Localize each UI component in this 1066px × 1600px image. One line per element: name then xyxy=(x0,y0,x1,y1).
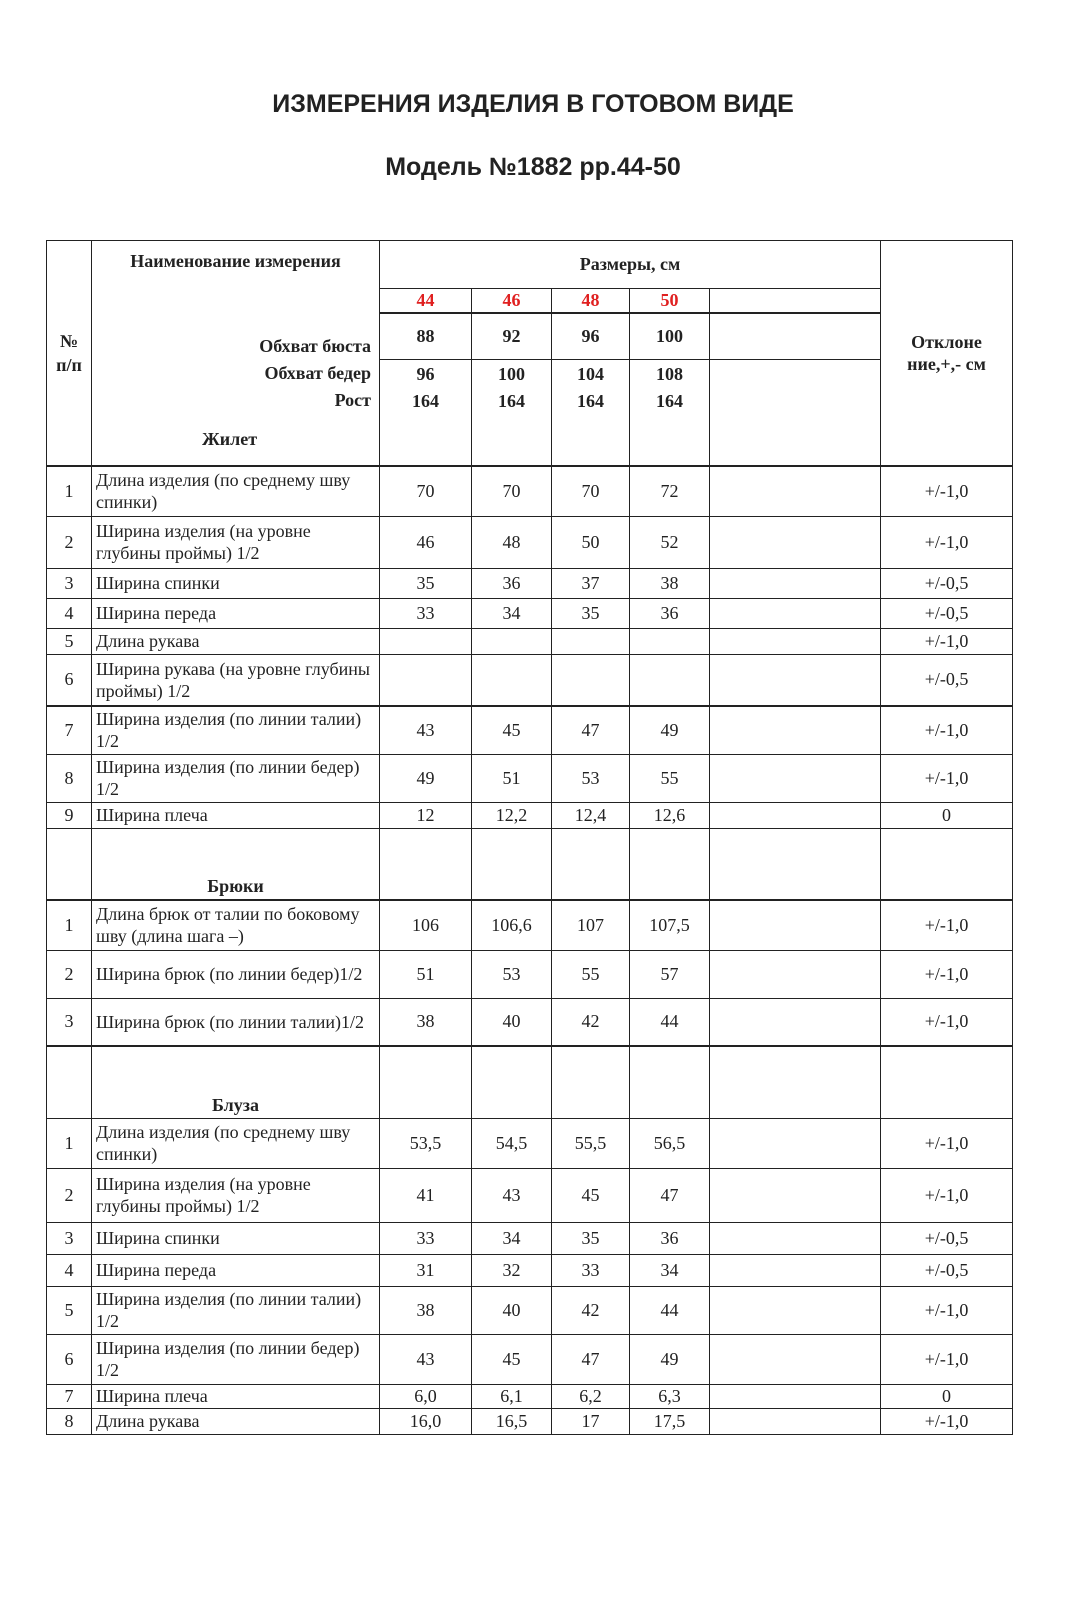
row-empty xyxy=(710,466,881,516)
row-value: 47 xyxy=(552,706,630,754)
table-row xyxy=(47,1168,1013,1222)
row-value: 106,6 xyxy=(472,900,552,950)
row-name: Ширина плеча xyxy=(92,1384,380,1408)
spacer xyxy=(552,828,630,900)
bust-empty xyxy=(710,313,881,360)
table-row xyxy=(47,1222,1013,1254)
row-value: 52 xyxy=(630,516,710,568)
row-num: 4 xyxy=(47,598,92,628)
table-row xyxy=(47,802,1013,828)
spacer xyxy=(552,415,630,466)
size-50: 50 xyxy=(630,289,710,313)
row-value: 35 xyxy=(552,598,630,628)
row-deviation: +/-1,0 xyxy=(881,516,1013,568)
row-value: 53,5 xyxy=(380,1118,472,1168)
bust-value: 100 xyxy=(630,313,710,360)
num-header: № п/п xyxy=(47,241,92,467)
table-row xyxy=(47,1118,1013,1168)
row-value: 55 xyxy=(630,754,710,802)
row-deviation: +/-1,0 xyxy=(881,754,1013,802)
row-value: 36 xyxy=(472,568,552,598)
table-body xyxy=(47,241,1013,1435)
name-header: Наименование измерения xyxy=(130,251,341,271)
table-row xyxy=(47,950,1013,998)
section-title-vest: Жилет xyxy=(202,429,258,449)
spacer xyxy=(380,415,472,466)
row-value: 43 xyxy=(380,706,472,754)
row-value: 32 xyxy=(472,1254,552,1286)
row-value: 51 xyxy=(380,950,472,998)
row-value: 70 xyxy=(472,466,552,516)
row-empty xyxy=(710,1384,881,1408)
table-row xyxy=(47,466,1013,516)
row-value: 106 xyxy=(380,900,472,950)
spacer xyxy=(710,1046,881,1118)
row-value: 6,3 xyxy=(630,1384,710,1408)
row-num: 4 xyxy=(47,1254,92,1286)
row-value: 43 xyxy=(380,1334,472,1384)
row-value: 12,2 xyxy=(472,802,552,828)
row-empty xyxy=(710,628,881,654)
row-name: Длина изделия (по среднему шву спинки) xyxy=(92,466,380,516)
spacer xyxy=(380,828,472,900)
row-value: 42 xyxy=(552,1286,630,1334)
row-value: 44 xyxy=(630,1286,710,1334)
row-name: Ширина рукава (на уровне глубины проймы) 1/2 xyxy=(92,654,380,706)
row-value: 34 xyxy=(472,598,552,628)
row-name: Ширина переда xyxy=(92,598,380,628)
size-empty xyxy=(710,289,881,313)
row-num: 6 xyxy=(47,1334,92,1384)
row-name: Ширина изделия (по линии талии) 1/2 xyxy=(92,1286,380,1334)
row-num: 9 xyxy=(47,802,92,828)
table-row xyxy=(47,900,1013,950)
row-deviation: +/-1,0 xyxy=(881,1408,1013,1434)
row-empty xyxy=(710,1254,881,1286)
table-row xyxy=(47,1334,1013,1384)
row-value: 70 xyxy=(380,466,472,516)
spacer xyxy=(47,828,92,900)
row-num: 3 xyxy=(47,568,92,598)
measurements-table xyxy=(46,240,1013,1435)
row-num: 1 xyxy=(47,1118,92,1168)
row-value: 56,5 xyxy=(630,1118,710,1168)
row-name: Ширина изделия (на уровне глубины проймы) 1/2 xyxy=(92,1168,380,1222)
row-value: 38 xyxy=(380,1286,472,1334)
row-value: 16,0 xyxy=(380,1408,472,1434)
row-value: 55,5 xyxy=(552,1118,630,1168)
row-name: Ширина плеча xyxy=(92,802,380,828)
row-num: 8 xyxy=(47,1408,92,1434)
row-value: 16,5 xyxy=(472,1408,552,1434)
row-deviation: +/-1,0 xyxy=(881,900,1013,950)
row-value: 53 xyxy=(552,754,630,802)
row-value: 36 xyxy=(630,598,710,628)
row-name: Ширина изделия (по линии бедер) 1/2 xyxy=(92,754,380,802)
row-name: Ширина спинки xyxy=(92,568,380,598)
row-empty xyxy=(710,706,881,754)
row-value: 48 xyxy=(472,516,552,568)
row-value xyxy=(552,654,630,706)
row-deviation: 0 xyxy=(881,1384,1013,1408)
row-num: 8 xyxy=(47,754,92,802)
row-value: 40 xyxy=(472,998,552,1046)
row-deviation: +/-0,5 xyxy=(881,1222,1013,1254)
row-value: 49 xyxy=(630,1334,710,1384)
row-empty xyxy=(710,754,881,802)
size-48: 48 xyxy=(552,289,630,313)
hips-label: Обхват бедер xyxy=(264,363,371,383)
spacer xyxy=(472,1046,552,1118)
spacer xyxy=(630,1046,710,1118)
section-header-pants xyxy=(47,828,1013,900)
row-value: 12,6 xyxy=(630,802,710,828)
height-value: 164 xyxy=(630,388,710,415)
row-deviation: +/-1,0 xyxy=(881,1286,1013,1334)
row-value: 37 xyxy=(552,568,630,598)
row-value: 36 xyxy=(630,1222,710,1254)
spacer xyxy=(552,1046,630,1118)
section-header-blouse xyxy=(47,1046,1013,1118)
row-value: 47 xyxy=(630,1168,710,1222)
row-num: 6 xyxy=(47,654,92,706)
section-title: Брюки xyxy=(92,828,380,900)
row-empty xyxy=(710,598,881,628)
table-row xyxy=(47,1384,1013,1408)
row-value: 45 xyxy=(472,706,552,754)
row-deviation: +/-1,0 xyxy=(881,1168,1013,1222)
row-value: 70 xyxy=(552,466,630,516)
row-empty xyxy=(710,1286,881,1334)
bust-value: 96 xyxy=(552,313,630,360)
spacer xyxy=(472,415,552,466)
row-name: Длина изделия (по среднему шву спинки) xyxy=(92,1118,380,1168)
row-deviation: +/-1,0 xyxy=(881,1334,1013,1384)
spacer xyxy=(472,828,552,900)
row-name: Ширина изделия (на уровне глубины проймы) 1/2 xyxy=(92,516,380,568)
row-deviation: +/-1,0 xyxy=(881,950,1013,998)
hips-value: 108 xyxy=(630,360,710,389)
row-name: Длина брюк от талии по боковому шву (длина шага –) xyxy=(92,900,380,950)
row-value: 12 xyxy=(380,802,472,828)
table-row xyxy=(47,998,1013,1046)
row-value: 34 xyxy=(630,1254,710,1286)
row-num: 7 xyxy=(47,706,92,754)
row-empty xyxy=(710,998,881,1046)
row-num: 1 xyxy=(47,900,92,950)
row-deviation: +/-0,5 xyxy=(881,568,1013,598)
row-value: 35 xyxy=(552,1222,630,1254)
row-name: Ширина изделия (по линии бедер) 1/2 xyxy=(92,1334,380,1384)
row-name: Ширина брюк (по линии бедер)1/2 xyxy=(92,950,380,998)
row-value xyxy=(380,628,472,654)
row-value: 54,5 xyxy=(472,1118,552,1168)
hips-value: 104 xyxy=(552,360,630,389)
row-value: 47 xyxy=(552,1334,630,1384)
row-value: 17,5 xyxy=(630,1408,710,1434)
size-46: 46 xyxy=(472,289,552,313)
row-num: 2 xyxy=(47,1168,92,1222)
row-deviation: +/-0,5 xyxy=(881,598,1013,628)
row-value xyxy=(472,628,552,654)
row-deviation: +/-1,0 xyxy=(881,1118,1013,1168)
row-empty xyxy=(710,1408,881,1434)
row-value xyxy=(552,628,630,654)
header-row xyxy=(47,241,1013,289)
spacer xyxy=(710,828,881,900)
row-value: 43 xyxy=(472,1168,552,1222)
row-value: 6,0 xyxy=(380,1384,472,1408)
row-value: 33 xyxy=(380,1222,472,1254)
row-num: 3 xyxy=(47,1222,92,1254)
row-value: 51 xyxy=(472,754,552,802)
row-num: 5 xyxy=(47,628,92,654)
row-value: 6,1 xyxy=(472,1384,552,1408)
model-subtitle: Модель №1882 рр.44-50 xyxy=(385,153,681,181)
row-value: 55 xyxy=(552,950,630,998)
row-name: Длина рукава xyxy=(92,1408,380,1434)
page-title: ИЗМЕРЕНИЯ ИЗДЕЛИЯ В ГОТОВОМ ВИДЕ xyxy=(272,90,794,118)
row-value: 40 xyxy=(472,1286,552,1334)
hips-empty xyxy=(710,360,881,467)
section-title: Блуза xyxy=(92,1046,380,1118)
row-deviation: +/-1,0 xyxy=(881,466,1013,516)
row-value xyxy=(472,654,552,706)
row-value: 49 xyxy=(380,754,472,802)
row-empty xyxy=(710,568,881,598)
row-name: Ширина переда xyxy=(92,1254,380,1286)
row-name: Ширина брюк (по линии талии)1/2 xyxy=(92,998,380,1046)
deviation-header: Отклоне ние,+,- см xyxy=(881,241,1013,467)
row-deviation: +/-1,0 xyxy=(881,706,1013,754)
row-empty xyxy=(710,1168,881,1222)
spacer xyxy=(630,415,710,466)
height-value: 164 xyxy=(380,388,472,415)
row-name: Ширина изделия (по линии талии) 1/2 xyxy=(92,706,380,754)
row-empty xyxy=(710,900,881,950)
row-value: 38 xyxy=(380,998,472,1046)
row-value: 72 xyxy=(630,466,710,516)
row-value: 17 xyxy=(552,1408,630,1434)
row-deviation: +/-0,5 xyxy=(881,1254,1013,1286)
row-empty xyxy=(710,654,881,706)
table-row xyxy=(47,1254,1013,1286)
row-empty xyxy=(710,1334,881,1384)
row-num: 2 xyxy=(47,516,92,568)
row-value: 46 xyxy=(380,516,472,568)
height-label: Рост xyxy=(334,390,371,410)
bust-value: 92 xyxy=(472,313,552,360)
table-row xyxy=(47,516,1013,568)
spacer xyxy=(630,828,710,900)
row-empty xyxy=(710,1222,881,1254)
row-deviation: +/-1,0 xyxy=(881,628,1013,654)
row-empty xyxy=(710,516,881,568)
row-value: 33 xyxy=(380,598,472,628)
spacer xyxy=(881,1046,1013,1118)
size-44: 44 xyxy=(380,289,472,313)
row-value: 12,4 xyxy=(552,802,630,828)
row-num: 5 xyxy=(47,1286,92,1334)
row-value: 107 xyxy=(552,900,630,950)
row-value: 6,2 xyxy=(552,1384,630,1408)
table-row xyxy=(47,754,1013,802)
row-num: 7 xyxy=(47,1384,92,1408)
row-value: 57 xyxy=(630,950,710,998)
bust-label: Обхват бюста xyxy=(259,336,371,356)
row-num: 1 xyxy=(47,466,92,516)
table-row xyxy=(47,628,1013,654)
row-value: 41 xyxy=(380,1168,472,1222)
row-empty xyxy=(710,950,881,998)
row-value: 38 xyxy=(630,568,710,598)
row-empty xyxy=(710,1118,881,1168)
row-deviation: 0 xyxy=(881,802,1013,828)
spacer xyxy=(881,828,1013,900)
row-value: 45 xyxy=(472,1334,552,1384)
row-value xyxy=(380,654,472,706)
name-header-cell xyxy=(92,241,380,467)
row-value: 35 xyxy=(380,568,472,598)
row-num: 2 xyxy=(47,950,92,998)
sizes-title: Размеры, см xyxy=(380,241,881,289)
spacer xyxy=(47,1046,92,1118)
hips-value: 100 xyxy=(472,360,552,389)
row-value: 45 xyxy=(552,1168,630,1222)
height-value: 164 xyxy=(552,388,630,415)
bust-value: 88 xyxy=(380,313,472,360)
row-value: 31 xyxy=(380,1254,472,1286)
row-value: 49 xyxy=(630,706,710,754)
row-value: 42 xyxy=(552,998,630,1046)
row-value: 33 xyxy=(552,1254,630,1286)
table-row xyxy=(47,706,1013,754)
height-value: 164 xyxy=(472,388,552,415)
row-value: 34 xyxy=(472,1222,552,1254)
row-name: Ширина спинки xyxy=(92,1222,380,1254)
row-value: 50 xyxy=(552,516,630,568)
row-num: 3 xyxy=(47,998,92,1046)
table-row xyxy=(47,568,1013,598)
row-empty xyxy=(710,802,881,828)
hips-value: 96 xyxy=(380,360,472,389)
row-value xyxy=(630,628,710,654)
table-row xyxy=(47,1408,1013,1434)
row-value: 44 xyxy=(630,998,710,1046)
table-row xyxy=(47,1286,1013,1334)
table-row xyxy=(47,654,1013,706)
row-name: Длина рукава xyxy=(92,628,380,654)
row-value: 107,5 xyxy=(630,900,710,950)
spacer xyxy=(380,1046,472,1118)
row-value: 53 xyxy=(472,950,552,998)
table-row xyxy=(47,598,1013,628)
row-value xyxy=(630,654,710,706)
row-deviation: +/-1,0 xyxy=(881,998,1013,1046)
row-deviation: +/-0,5 xyxy=(881,654,1013,706)
